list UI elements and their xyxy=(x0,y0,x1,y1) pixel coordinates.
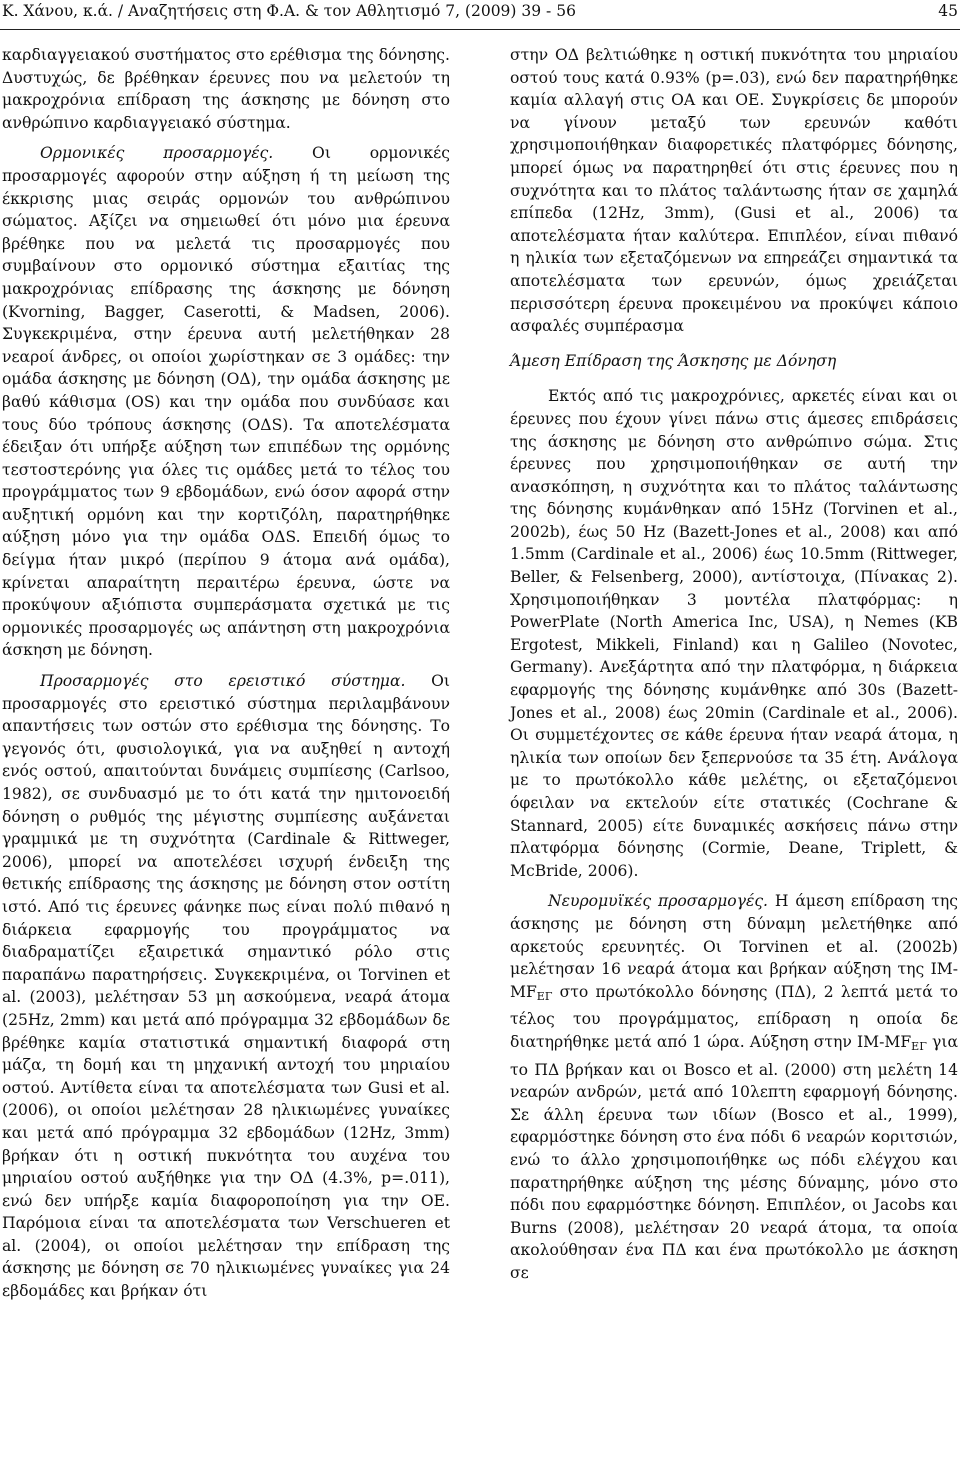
paragraph-neuromuscular-text-b: στο πρωτόκολλο δόνησης (ΠΔ), 2 λεπτά μετά το τέλος του προγράμματος, επίδραση η οποία δε διατηρήθηκε μετά από 1 ώρα. Αύξηση στην IM-MF xyxy=(510,982,958,1051)
subscript-eg: ΕΓ xyxy=(536,989,553,1003)
journal-citation: Κ. Χάνου, κ.ά. / Αναζητήσεις στη Φ.Α. & τον Αθλητισμό 7, (2009) 39 - 56 xyxy=(2,2,576,20)
paragraph-bone-density: στην ΟΔ βελτιώθηκε η οστική πυκνότητα του μηριαίου οστού τους κατά 0.93% (p=.03), ενώ δεν παρατηρήθηκε καμία αλλαγή στις ΟΑ και ΟΕ. Συγκρίσεις δε μπορούν να γίνουν μεταξύ των ερευνών καθότι χρησιμοποιήθηκαν διαφορετικές πλατφόρμες δόνησης, μπορεί όμως να παρατηρηθεί ότι στις έρευνες που η συχνότητα και το πλάτος ταλάντωσης ήταν σε χαμηλά επίπεδα (12Hz, 3mm), (Gusi et al., 2006) τα αποτελέσματα ήταν καλύτερα. Επιπλέον, είναι πιθανό η ηλικία των εξεταζόμενων να επηρεάζει σημαντικά τα αποτελέσματα των ερευνών, όμως χρειάζεται περισσότερη έρευνα προκειμένου να προκύψει κάποιο ασφαλές συμπέρασμα xyxy=(510,46,958,336)
subsection-heading-hormonal: Ορμονικές προσαρμογές. xyxy=(40,144,274,163)
subsection-heading-skeletal: Προσαρμογές στο ερειστικό σύστημα. xyxy=(40,672,406,691)
section-heading-acute-effect: Άμεση Επίδραση της Άσκησης με Δόνηση xyxy=(510,351,837,370)
subscript-eg: ΕΓ xyxy=(911,1039,927,1053)
subsection-heading-neuromuscular: Νευρομυϊκές προσαρμογές. xyxy=(548,892,769,911)
right-column xyxy=(510,44,958,1292)
paragraph-acute-effects: Εκτός από τις μακροχρόνιες, αρκετές είναι και οι έρευνες που έχουν γίνει πάνω στις άμεσες επιδράσεις της άσκησης με δόνηση στο ανθρώπινο σώμα. Στις έρευνες που χρησιμοποιήθηκαν σε αυτή την ανασκόπηση, η συχνότητα και το πλάτος ταλάντωσης της δόνησης κυμάνθηκαν από 15Hz (Torvinen et al., 2002b), έως 50 Hz (Bazett-Jones et al., 2008) και από 1.5mm (Cardinale et al., 2006) έως 10.5mm (Rittweger, Beller, & Felsenberg, 2000), αντίστοιχα, (Πίνακας 2). Χρησιμοποιήθηκαν 3 μοντέλα πλατφόρμας: η PowerPlate (North America Inc, USA), η Nemes (KB Ergotest, Mikkeli, Finland) και η Galileo (Novotec, Germany). Ανεξάρτητα από την πλατφόρμα, η διάρκεια εφαρμογής της δόνησης κυμάνθηκε από 30s (Bazett-Jones et al., 2008) έως 20min (Cardinale et al., 2006). Οι συμμετέχοντες σε κάθε έρευνα ήταν νεαρά άτομα, η ηλικία των οποίων δεν ξεπερνούσε τα 35 έτη. Ανάλογα με το πρωτόκολλο κάθε μελέτης, οι εξεταζόμενοι όφειλαν να εκτελούν είτε στατικές (Cochrane & Stannard, 2005) είτε δυναμικές ασκήσεις πάνω στην πλατφόρμα δόνησης (Cormie, Deane, Triplett, & McBride, 2006). xyxy=(510,387,958,880)
paragraph-hormonal xyxy=(2,142,450,662)
paragraph-skeletal-text: Οι προσαρμογές στο ερειστικό σύστημα περιλαμβάνουν απαντήσεις των οστών στο ερέθισμα της δόνησης. Το γεγονός ότι, φυσιολογικά, για να αυξηθεί η αντοχή ενός οστού, απαιτούνται δυνάμεις συμπίεσης (Carlsoo, 1982), σε συνδυασμό με το ότι κατά την ημιτονοειδή δόνηση ο ρυθμός της μέγιστης συμπίεσης αυξάνεται γραμμικά με τη συχνότητα (Cardinale & Rittweger, 2006), μπορεί να αποτελέσει ισχυρή ένδειξη της θετικής επίδρασης της άσκησης με δόνηση στον οστίτη ιστό. Από τις έρευνες φάνηκε πως είναι πολύ πιθανό η διάρκεια εφαρμογής του προγράμματος να διαδραματίζει εξαιρετικά σημαντικό ρόλο στις παραπάνω παρατηρήσεις. Συγκεκριμένα, οι Torvinen et al. (2003), μελέτησαν 53 μη ασκούμενα, νεαρά άτομα (25Hz, 2mm) και μετά από πρόγραμμα 32 εβδομάδων δε βρέθηκε καμία στατιστικά σημαντική διαφορά στη μάζα, τη δομή και τη μηχανική αντοχή του μηριαίου οστού. Αντίθετα είναι τα αποτελέσματα των Gusi et al. (2006), οι οποίοι μελέτησαν 28 ηλικιωμένες γυναίκες και μετά από πρόγραμμα 32 εβδομάδων (12Hz, 3mm) βρήκαν ότι η οστική πυκνότητα του αυχένα του μηριαίου οστού αυξήθηκε για την ΟΔ (4.3%, p=.011), ενώ δεν υπήρξε καμία διαφοροποίηση για την ΟΕ. Παρόμοια είναι τα αποτελέσματα των Verschueren et al. (2004), οι οποίοι μελέτησαν την επίδραση της άσκησης με δόνηση σε 70 ηλικιωμένες γυναίκες για 24 εβδομάδες και βρήκαν ότι xyxy=(2,672,450,1301)
paragraph-cardiovascular: καρδιαγγειακού συστήματος στο ερέθισμα της δόνησης. Δυστυχώς, δε βρέθηκαν έρευνες που να μελετούν τη μακροχρόνια επίδραση της άσκησης με δόνηση στο ανθρώπινο καρδιαγγειακό σύστημα. xyxy=(2,46,450,132)
left-column xyxy=(2,44,450,1311)
paragraph-neuromuscular xyxy=(510,890,958,1284)
paragraph-neuromuscular-text-c: για το ΠΔ βρήκαν και οι Bosco et al. (2000) στη μελέτη 14 νεαρών ανδρών, μετά από 10λεπτη εφαρμογή δόνησης. Σε άλλη έρευνα των ιδίων (Bosco et al., 1999), εφαρμόστηκε δόνηση στο ένα πόδι 6 νεαρών κοριτσιών, ενώ το άλλο χρησιμοποιήθηκε ως πόδι ελέγχου και παρατηρήθηκε αύξηση της μέσης δύναμης, μόνο στο πόδι που εφαρμόστηκε δόνηση. Επιπλέον, οι Jacobs και Burns (2008), μελέτησαν 20 νεαρά άτομα, τα οποία ακολούθησαν ένα ΠΔ και ένα πρωτόκολλο με άσκηση σε xyxy=(510,1032,958,1282)
paragraph-hormonal-text: Οι ορμονικές προσαρμογές αφορούν στην αύξηση ή τη μείωση της έκκρισης μιας σειράς ορμονών του ανθρώπινου σώματος. Αξίζει να σημειωθεί ότι μόνο μια έρευνα βρέθηκε που να μελετά τις προσαρμογές που συμβαίνουν στο ορμονικό σύστημα εξαιτίας της μακροχρόνιας επίδρασης της άσκησης με δόνηση (Kvorning, Bagger, Caserotti, & Madsen, 2006). Συγκεκριμένα, στην έρευνα αυτή μελετήθηκαν 28 νεαροί άνδρες, οι οποίοι χωρίστηκαν σε 3 ομάδες: την ομάδα άσκησης με δόνηση (ΟΔ), την ομάδα άσκησης με βαθύ κάθισμα (OS) και την ομάδα που συνδύασε και τους δύο τρόπους άσκησης (ΟΔS). Τα αποτελέσματα έδειξαν ότι υπήρξε αύξηση των επιπέδων της ορμόνης τεστοστερόνης για όλες τις ομάδες μετά το τέλος του προγράμματος των 9 εβδομάδων, ενώ όσον αφορά στην αυξητική ορμόνη και την κορτιζόλη, παρατηρήθηκε αύξηση μόνο για την ομάδα ΟΔS. Επειδή όμως το δείγμα ήταν μικρό (περίπου 9 άτομα ανά ομάδα), κρίνεται απαραίτητη περαιτέρω έρευνα, ώστε να προκύψουν αξιόπιστα συμπεράσματα σχετικά με τις ορμονικές προσαρμογές ως απάντηση στη μακροχρόνια άσκηση με δόνηση. xyxy=(2,144,450,660)
page-number: 45 xyxy=(938,2,958,20)
running-header xyxy=(0,0,960,30)
paragraph-skeletal xyxy=(2,670,450,1303)
paragraph-neuromuscular-text-a: Η άμεση επίδραση της άσκησης με δόνηση στη δύναμη μελετήθηκε από αρκετούς ερευνητές. Οι Torvinen et al. (2002b) μελέτησαν 16 νεαρά άτομα και βρήκαν αύξηση της IM-MF xyxy=(510,892,959,1001)
